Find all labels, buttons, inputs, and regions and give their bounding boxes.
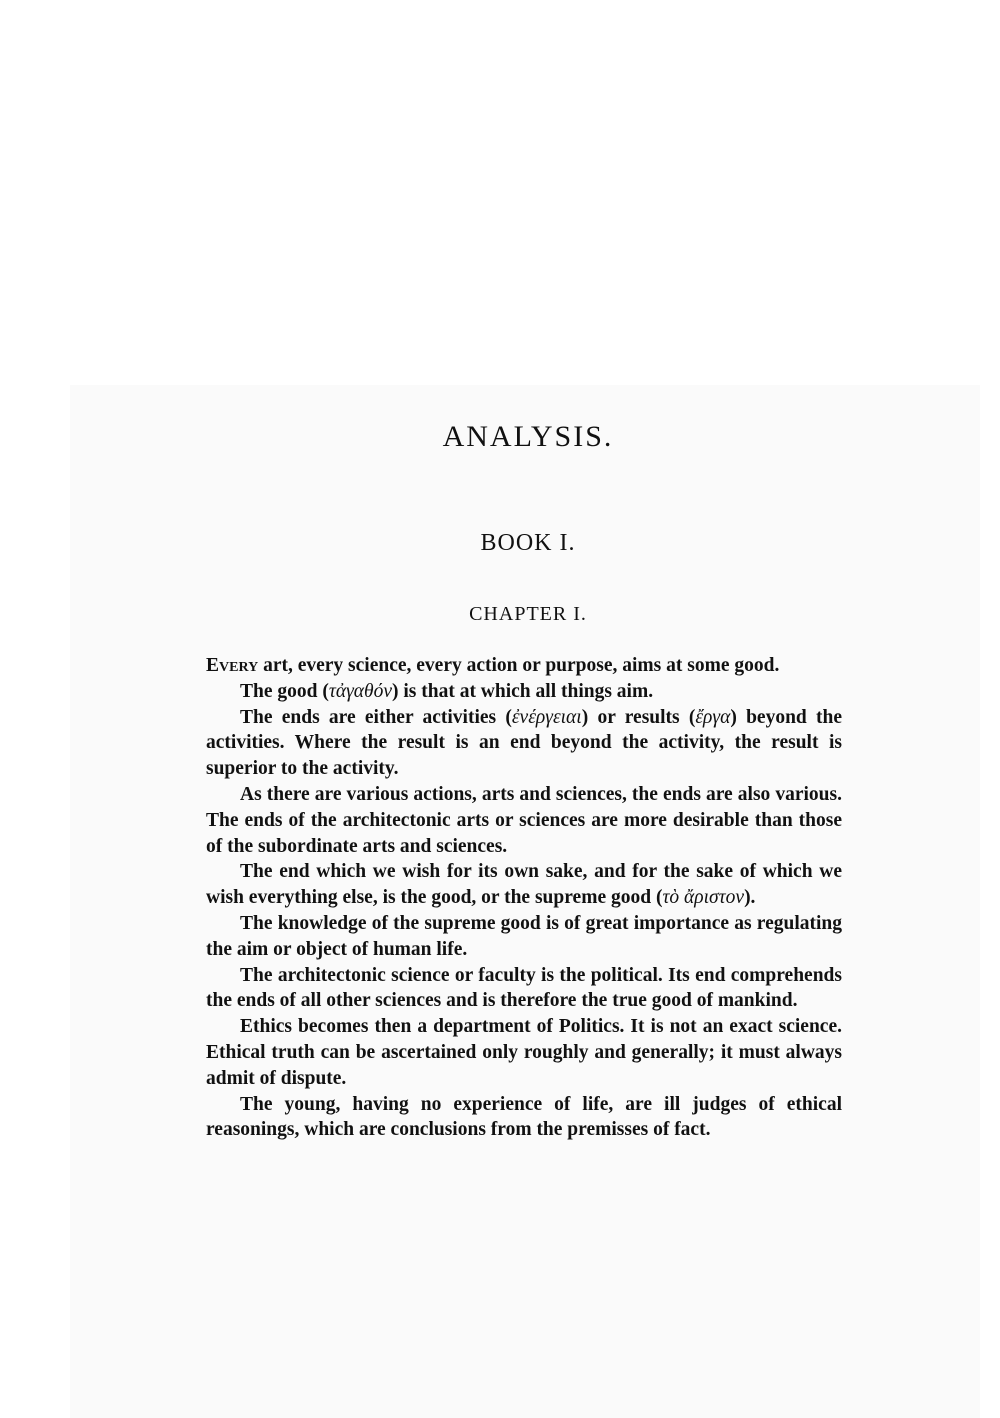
lead-word: Every [206, 655, 259, 676]
paragraph-text: ) or results ( [581, 706, 696, 728]
greek-term: ἔργα [695, 706, 731, 728]
paragraph-2 [206, 679, 842, 705]
book-heading: BOOK I. [480, 530, 576, 556]
chapter-heading: CHAPTER I. [469, 603, 587, 625]
greek-term: τἀγαθόν [328, 680, 392, 702]
paragraph-text: As there are various actions, arts and sciences, the ends are also various. The ends of the architectonic arts or sciences are more desirable than those of the subordinate arts and sciences. [206, 783, 842, 857]
paragraph-4 [206, 782, 842, 859]
paragraph-text: The architectonic science or faculty is the political. Its end comprehends the ends of all other sciences and is therefore the true good of mankind. [206, 964, 842, 1012]
paragraph-text: ) is that at which all things aim. [391, 680, 654, 702]
paragraph-8 [206, 1014, 842, 1091]
paragraph-text: Ethics becomes then a department of Politics. It is not an exact science. Ethical truth can be ascertained only roughly and generally; it must always admit of dispute. [206, 1016, 842, 1089]
paragraph-text: ). [744, 887, 756, 909]
paragraph-3 [206, 705, 842, 782]
page-title: ANALYSIS. [442, 420, 614, 453]
paragraph-6 [206, 911, 842, 963]
greek-term: ἐνέργειαι [511, 706, 582, 728]
paragraph-text: art, every science, every action or purpose, aims at some good. [258, 655, 780, 676]
paragraph-text: The good ( [240, 680, 329, 702]
paragraph-text: The ends are either activities ( [240, 706, 512, 728]
paragraph-5 [206, 859, 842, 911]
paragraph-7 [206, 963, 842, 1015]
paragraph-text: The young, having no experience of life, are ill judges of ethical reasonings, which are conclusions from the premisses of fact. [206, 1093, 842, 1141]
paragraph-1 [206, 653, 842, 679]
greek-term: τὸ ἄριστον [662, 887, 745, 909]
paragraph-9 [206, 1092, 842, 1144]
chapter-body [206, 653, 842, 1143]
paragraph-text: The knowledge of the supreme good is of great importance as regulating the aim or object of human life. [206, 912, 842, 960]
paragraph-text: ) beyond the activities. Where the result is an end beyond the activity, the result is superior to the activity. [206, 706, 843, 780]
paragraph-text: The end which we wish for its own sake, and for the sake of which we wish everything else, is the good, or the supreme good ( [206, 861, 842, 909]
